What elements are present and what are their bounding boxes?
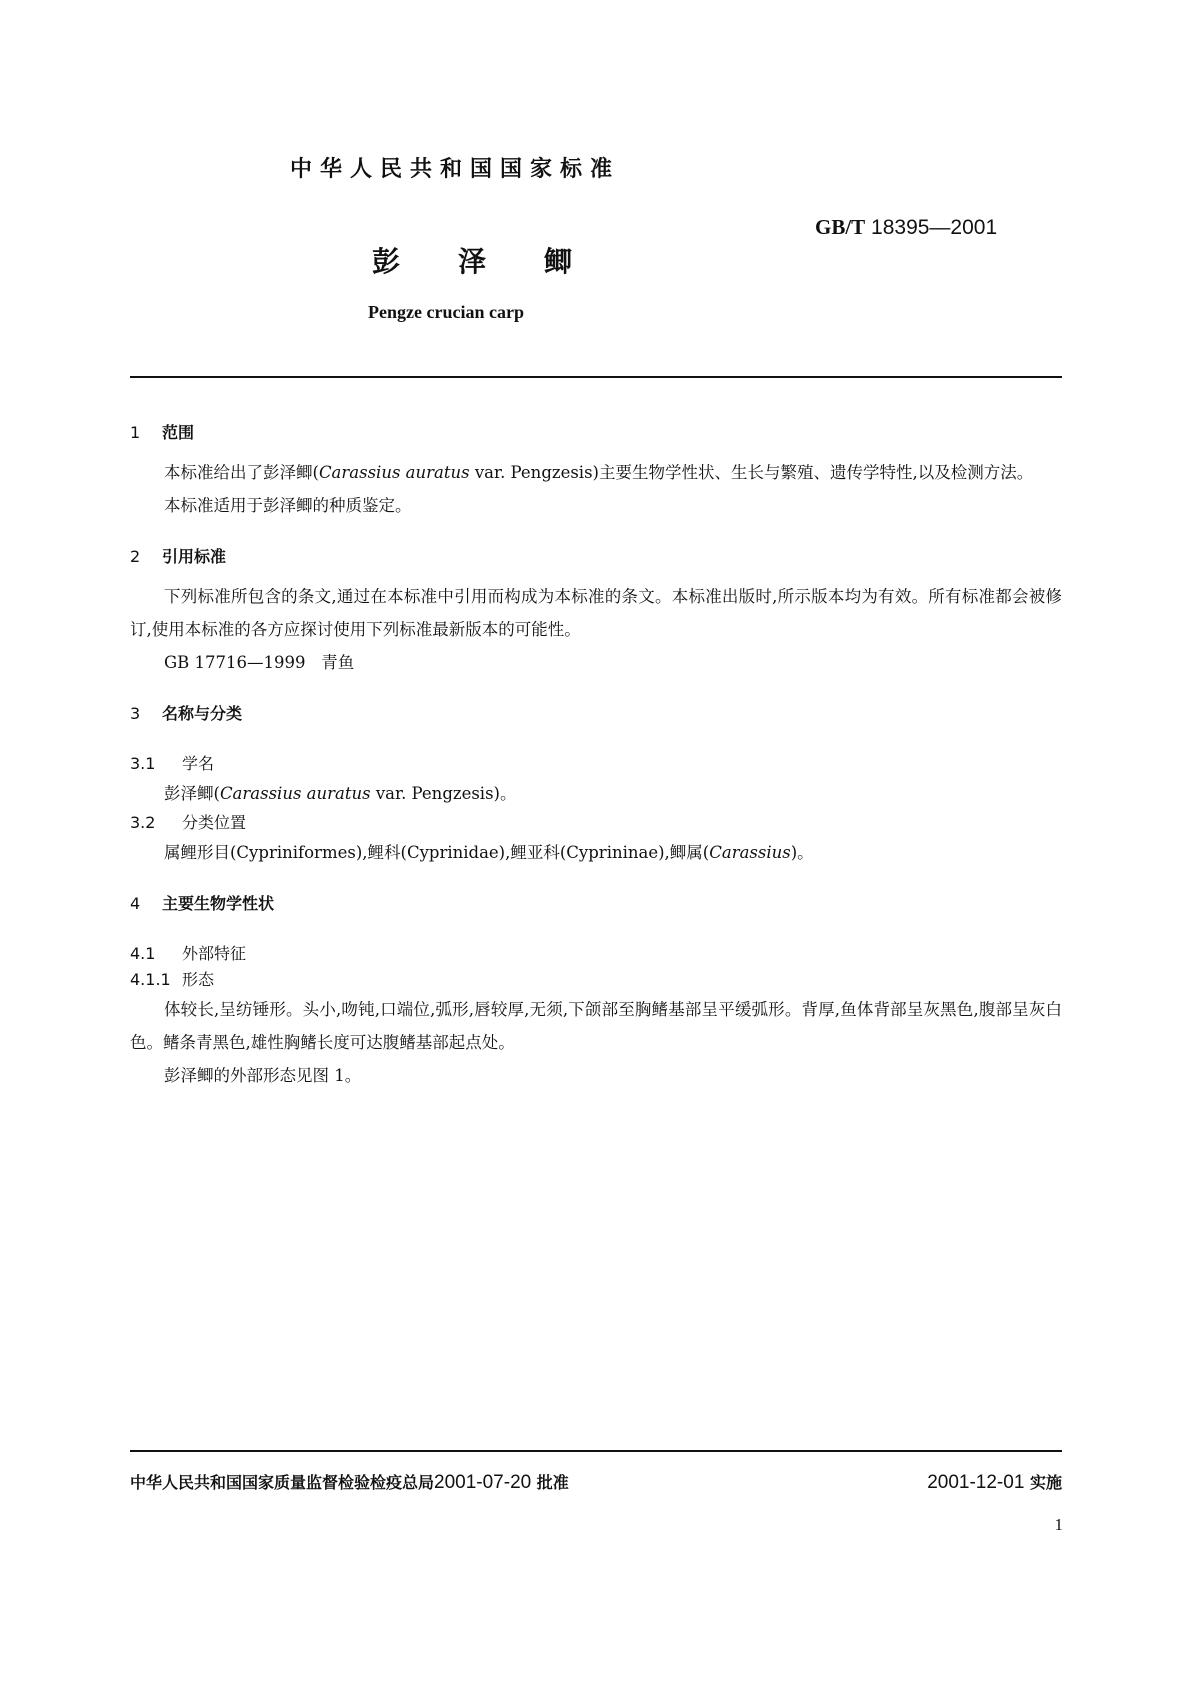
top-divider — [130, 376, 1062, 378]
section-4-1-1-heading — [130, 967, 1062, 993]
classification-line — [130, 836, 1062, 869]
section-title: 名称与分类 — [162, 704, 243, 723]
subsection-number: 3.2 — [130, 813, 156, 832]
issue-date: 2001-07-20 — [434, 1472, 532, 1493]
text-run: 属鲤形目(Cypriniformes),鲤科(Cyprinidae),鲤亚科(Cyprininae),鲫属( — [164, 843, 710, 862]
referenced-standard — [130, 646, 1062, 679]
morphology-paragraph: 体较长,呈纺锤形。头小,吻钝,口端位,弧形,唇较厚,无须,下颌部至胸鳍基部呈平缓弧形。背厚,鱼体背部呈灰黑色,腹部呈灰白色。鳍条青黑色,雄性胸鳍长度可达腹鳍基部起点处。 — [130, 1000, 1062, 1052]
footer-issuer — [130, 1470, 569, 1494]
text-run: var. Pengzesis)。 — [370, 784, 517, 803]
subsection-number: 4.1 — [130, 944, 156, 963]
bottom-divider — [130, 1450, 1062, 1452]
section-1-paragraph-2: 本标准适用于彭泽鲫的种质鉴定。 — [164, 496, 412, 515]
subsection-number: 4.1.1 — [130, 970, 171, 989]
scientific-name: Carassius auratus — [219, 784, 371, 803]
section-number: 4 — [130, 894, 141, 913]
section-2-paragraph: 下列标准所包含的条文,通过在本标准中引用而构成为本标准的条文。本标准出版时,所示版本均为有效。所有标准都会被修订,使用本标准的各方应探讨使用下列标准最新版本的可能性。 — [130, 587, 1062, 639]
section-number: 3 — [130, 704, 141, 723]
subsection-title: 外部特征 — [182, 944, 247, 963]
text-run: 本标准给出了彭泽鲫( — [164, 463, 319, 482]
section-2-heading — [130, 544, 1062, 570]
document-title-en: Pengze crucian carp — [368, 302, 524, 322]
standard-code — [815, 215, 997, 240]
section-title: 引用标准 — [162, 547, 227, 566]
section-title: 主要生物学性状 — [162, 894, 275, 913]
issuer-name: 中华人民共和国国家质量监督检验检疫总局 — [130, 1473, 435, 1492]
scientific-name: Carassius auratus — [318, 463, 470, 482]
footer-effective — [927, 1470, 1062, 1494]
document-title-zh: 彭泽鲫 — [372, 245, 631, 278]
section-4-1-heading — [130, 941, 1062, 967]
document-body — [130, 420, 1062, 1092]
effective-date: 2001-12-01 — [927, 1472, 1025, 1493]
section-3-2-heading — [130, 810, 1062, 836]
subsection-title: 形态 — [182, 970, 215, 989]
issue-label: 批准 — [536, 1473, 569, 1492]
national-standard-label: 中华人民共和国国家标准 — [290, 157, 621, 182]
text-run: var. Pengzesis)主要生物学性状、生长与繁殖、遗传学特性,以及检测方法。 — [469, 463, 1034, 482]
subsection-number: 3.1 — [130, 754, 156, 773]
section-3-heading — [130, 701, 1062, 727]
section-4-heading — [130, 891, 1062, 917]
page-number: 1 — [1054, 1515, 1063, 1534]
ref-title: 青鱼 — [321, 653, 355, 672]
section-3-1-heading — [130, 751, 1062, 777]
subsection-title: 分类位置 — [182, 813, 247, 832]
text-run: )。 — [790, 843, 814, 862]
section-1-heading — [130, 420, 1062, 446]
section-number: 2 — [130, 547, 141, 566]
figure-reference: 彭泽鲫的外部形态见图 1。 — [164, 1066, 362, 1085]
section-title: 范围 — [162, 423, 195, 442]
standard-code-prefix: GB/T — [815, 215, 866, 239]
section-1-paragraph-1 — [130, 456, 1062, 489]
standard-code-number: 18395—2001 — [871, 216, 998, 239]
ref-code: GB 17716—1999 — [164, 653, 306, 672]
subsection-title: 学名 — [182, 754, 215, 773]
section-number: 1 — [130, 423, 141, 442]
effective-label: 实施 — [1029, 1473, 1062, 1492]
scientific-name-line — [130, 777, 1062, 810]
scientific-name: Carassius — [709, 843, 791, 862]
text-run: 彭泽鲫( — [164, 784, 220, 803]
